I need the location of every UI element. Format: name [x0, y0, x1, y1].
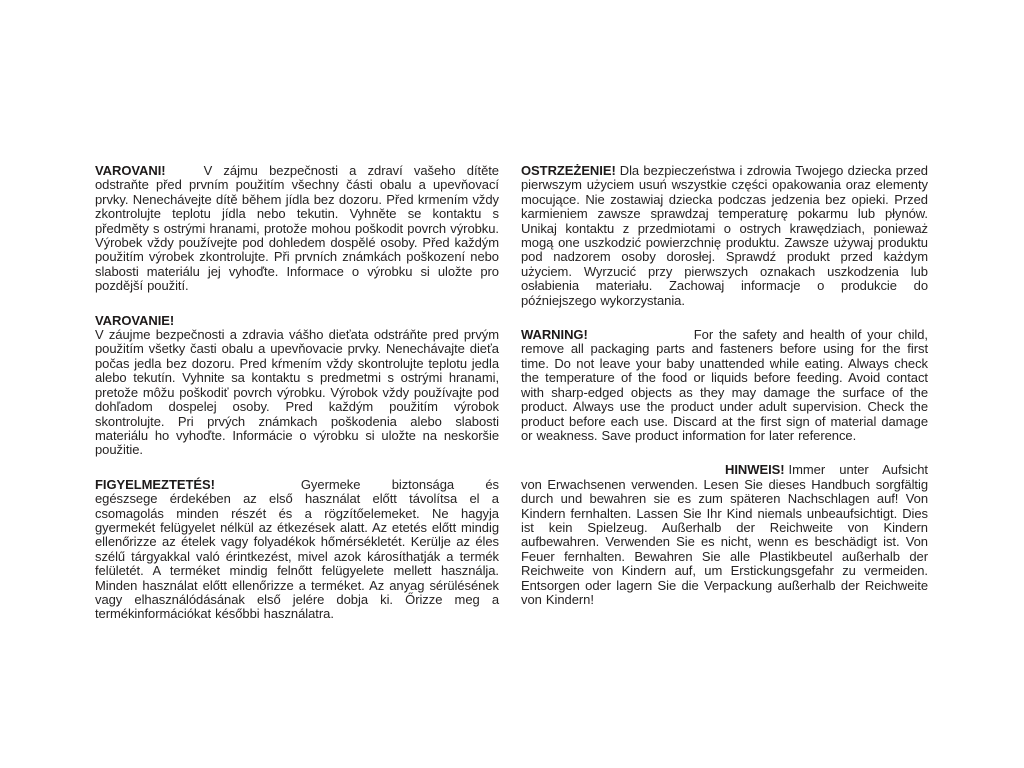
warning-heading-czech: VAROVANI! — [95, 163, 166, 178]
right-column — [521, 164, 928, 627]
warning-heading-slovak: VAROVANIE! — [95, 312, 175, 328]
heading-gap — [215, 488, 301, 489]
warning-body-czech: V zájmu bezpečnosti a zdraví vašeho dítěte odstraňte před prvním použitím všechny části obalu a upevňovací prvky. Nenechávejte dítě během jídla bez dozoru. Před krmením vždy zkontrolujte teplotu jídla nebo tekutin. Vyhněte se kontaktu s předměty s ostrými hranami, protože mohou poškodit povrch výrobku. Výrobek vždy používejte pod dohledem dospělé osoby. Před každým použitím výrobek zkontrolujte. Při prvních známkách poškození nebo slabosti materiálu jej vyhoďte. Informace o výrobku si uložte pro pozdější použití. — [95, 163, 499, 294]
warning-heading-german: HINWEIS! — [725, 462, 785, 478]
warning-section-czech — [95, 164, 499, 294]
warning-body-polish: Dla bezpieczeństwa i zdrowia Twojego dziecka przed pierwszym użyciem usuń wszystkie części opakowania oraz elementy mocujące. Nie zostawiaj dziecka podczas jedzenia bez opieki. Przed karmieniem zawsze sprawdzaj temperaturę pokarmu lub płynów. Unikaj kontaktu z przedmiotami o ostrych krawędziach, ponieważ mogą one uszkodzić powierzchnię produktu. Zawsze używaj produktu pod nadzorem osoby dorosłej. Sprawdź produkt przed każdym użyciem. Wyrzucić przy pierwszych oznakach uszkodzenia lub osłabienia materiału. Zachowaj informacje o produkcie do późniejszego wykorzystania. — [521, 163, 928, 308]
warning-heading-polish: OSTRZEŻENIE! — [521, 163, 616, 178]
left-column — [95, 164, 499, 642]
warning-body-english: For the safety and health of your child, remove all packaging parts and fasteners before using for the first time. Do not leave your baby unattended while eating. Always check the temperature of the food or liquids before feeding. Avoid contact with sharp-edged objects as they may damage the surface of the product. Always use the product under adult supervision. Check the product before each use. Discard at the first sign of material damage or weakness. Save product information for later reference. — [521, 327, 928, 443]
heading-gap — [588, 338, 694, 339]
warning-body-german: Immer unter Aufsicht von Erwachsenen verwenden. Lesen Sie dieses Handbuch sorgfältig durch und bewahren sie es zum späteren Nachschlagen auf! Von Kindern fernhalten. Lassen Sie Ihr Kind niemals unbeaufsichtigt. Dies ist kein Spielzeug. Außerhalb der Reichweite von Kindern aufbewahren. Verwenden Sie es nicht, wenn es beschädigt ist. Von Feuer fernhalten. Bewahren Sie alle Plastikbeutel außerhalb der Reichweite von Kindern auf, um Erstickungsgefahr zu vermeiden. Entsorgen oder lagern Sie die Verpackung außerhalb der Reichweite von Kindern! — [521, 462, 928, 607]
heading-gap — [166, 174, 204, 175]
warning-heading-hungarian: FIGYELMEZTETÉS! — [95, 476, 215, 492]
warning-body-hungarian: Gyermeke biztonsága és egészsege érdekében az első használat előtt távolítsa el a csomagolás minden részét és a rögzítőelemeket. Ne hagyja gyermekét felügyelet nélkül az étkezések alatt. Az etetés előtt mindig ellenőrizze az ételek vagy folyadékok hőmérsékletét. Kerülje az éles szélű tárgyakkal való érintkezést, mivel azok károsíthatják a termék felületét. A terméket mindig felnőtt felügyelete mellett használja. Minden használat előtt ellenőrizze a terméket. Az anyag sérülésének vagy elhasználódásának első jelére dobja ki. Őrizze meg a termékinformációkat későbbi használatra. — [95, 476, 499, 622]
warning-section-slovak — [95, 314, 499, 458]
warning-heading-english: WARNING! — [521, 327, 588, 343]
warning-section-english — [521, 328, 928, 443]
warning-section-hungarian — [95, 478, 499, 622]
warning-section-german — [521, 463, 928, 607]
warning-body-slovak: V záujme bezpečnosti a zdravia vášho dieťata odstráňte pred prvým použitím všetky časti obalu a upevňovacie prvky. Nenechávajte dieťa počas jedla bez dozoru. Pred kŕmením vždy skontrolujte teplotu jedla alebo tekutín. Vyhnite sa kontaktu s predmetmi s ostrými hranami, pretože môžu poškodiť povrch výrobku. Výrobok vždy používajte pod dohľadom dospelej osoby. Pred každým použitím výrobok skontrolujte. Pri prvých známkach poškodenia alebo slabosti materiálu ho vyhoďte. Informácie o výrobku si uložte na neskoršie použitie. — [95, 327, 499, 458]
warning-section-polish — [521, 164, 928, 308]
